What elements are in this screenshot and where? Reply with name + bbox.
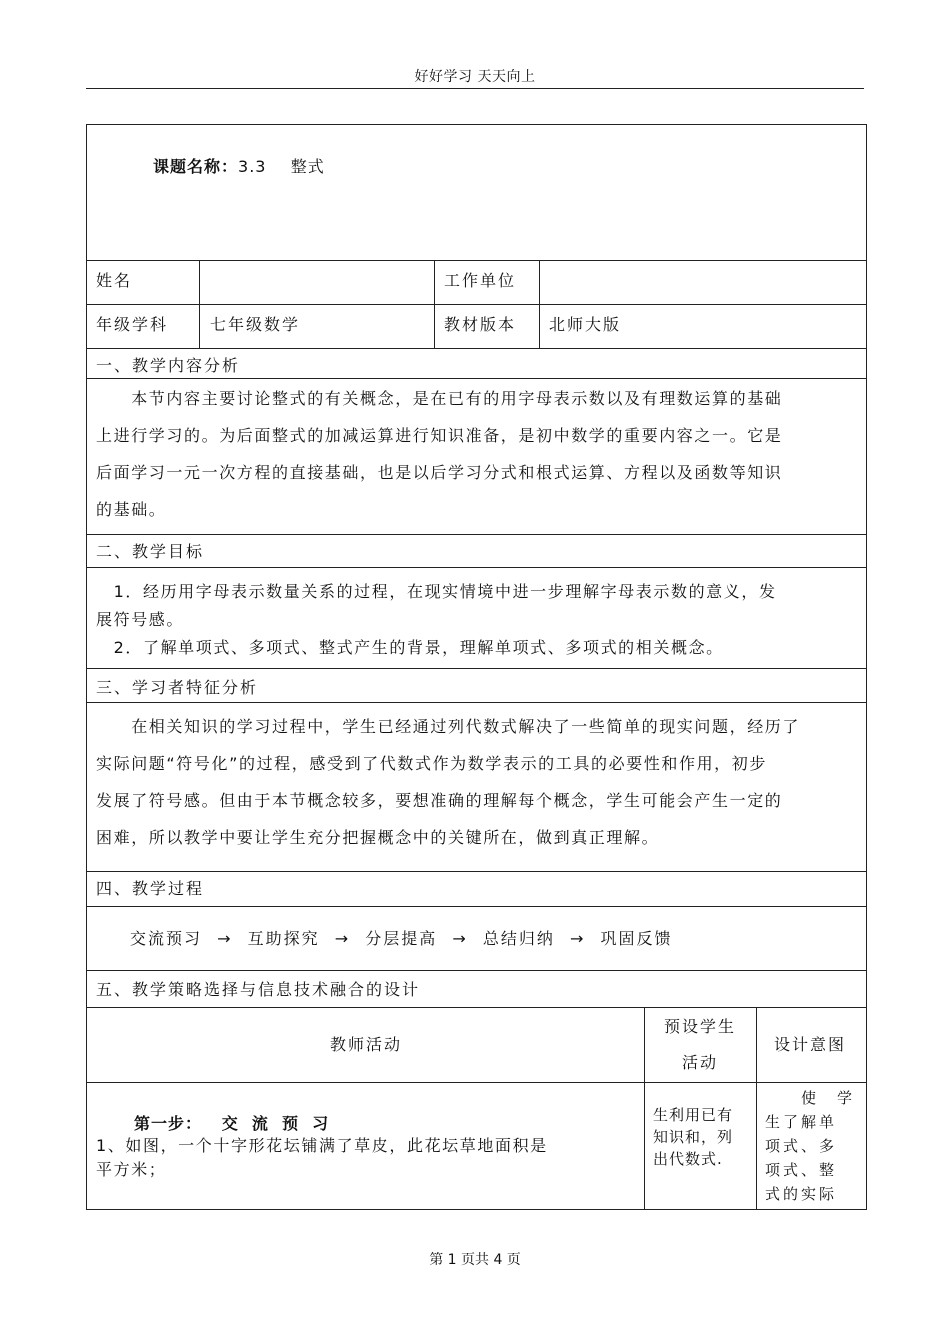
step-body <box>96 1134 641 1182</box>
design-intent-text <box>765 1086 865 1206</box>
step-title: 第一步： 交 流 预 习 <box>134 1114 330 1133</box>
row-divider <box>86 871 867 872</box>
paragraph-line: 展符号感。 <box>96 610 185 629</box>
row-divider <box>86 378 867 379</box>
row-divider <box>86 348 867 349</box>
paragraph-line: 的基础。 <box>96 500 167 519</box>
section-body-content-analysis <box>96 380 862 528</box>
header-divider <box>86 88 864 89</box>
section-heading-strategy-design: 五、教学策略选择与信息技术融合的设计 <box>96 980 421 999</box>
col-divider <box>434 260 435 348</box>
grade-label: 年级学科 <box>96 315 169 334</box>
flow-step: 总结归纳 <box>482 929 555 948</box>
section-heading-teaching-goals: 二、教学目标 <box>96 542 205 561</box>
section-heading-content-analysis: 一、教学内容分析 <box>96 356 241 375</box>
paragraph-line: 平方米； <box>96 1160 167 1179</box>
col-divider <box>199 260 200 348</box>
flow-step: 巩固反馈 <box>600 929 673 948</box>
row-divider <box>86 702 867 703</box>
paragraph-line: 实际问题“符号化”的过程，感受到了代数式作为数学表示的工具的必要性和作用，初步 <box>96 754 767 773</box>
row-divider <box>86 567 867 568</box>
section-heading-learner-analysis: 三、学习者特征分析 <box>96 678 259 697</box>
row-divider <box>86 534 867 535</box>
lesson-title-label: 课题名称： <box>153 157 239 176</box>
flow-step: 分层提高 <box>365 929 438 948</box>
paragraph-line: 发展了符号感。但由于本节概念较多，要想准确的理解每个概念，学生可能会产生一定的 <box>96 791 783 810</box>
section-body-learner-analysis <box>96 708 862 856</box>
row-divider <box>86 970 867 971</box>
column-header-student-activity-line1: 预设学生 <box>664 1017 737 1036</box>
arrow-right-icon: → <box>217 929 233 948</box>
paragraph-line: 生了解单 <box>765 1113 838 1131</box>
paragraph-line: 生利用已有 <box>653 1106 734 1124</box>
arrow-right-icon: → <box>452 929 468 948</box>
row-divider <box>86 260 867 261</box>
name-label: 姓名 <box>96 271 133 290</box>
column-header-student-activity-line2: 活动 <box>682 1053 719 1072</box>
student-activity-text <box>653 1104 753 1170</box>
lesson-title <box>153 154 325 177</box>
paragraph-line: 后面学习一元一次方程的直接基础，也是以后学习分式和根式运算、方程以及函数等知识 <box>96 463 783 482</box>
paragraph-line: 知识和，列 <box>653 1128 734 1146</box>
row-divider <box>86 1007 867 1008</box>
process-flow <box>130 926 672 949</box>
paragraph-line: 本节内容主要讨论整式的有关概念，是在已有的用字母表示数以及有理数运算的基础 <box>96 389 783 408</box>
column-header-design-intent: 设计意图 <box>774 1035 847 1054</box>
row-divider <box>86 668 867 669</box>
unit-label: 工作单位 <box>444 271 517 290</box>
col-divider <box>539 260 540 348</box>
paragraph-line: 项式、整 <box>765 1161 838 1179</box>
arrow-right-icon: → <box>334 929 351 948</box>
paragraph-line: 1．经历用字母表示数量关系的过程，在现实情境中进一步理解字母表示数的意义，发 <box>96 582 777 601</box>
paragraph-line: 出代数式. <box>653 1150 723 1168</box>
paragraph-line: 2．了解单项式、多项式、整式产生的背景，理解单项式、多项式的相关概念。 <box>96 638 724 657</box>
paragraph-line: 1、如图，一个十字形花坛铺满了草皮，此花坛草地面积是 <box>96 1136 548 1155</box>
arrow-right-icon: → <box>569 929 586 948</box>
section-heading-teaching-process: 四、教学过程 <box>96 879 205 898</box>
paragraph-line: 使 学 <box>765 1089 856 1107</box>
paragraph-line: 在相关知识的学习过程中，学生已经通过列代数式解决了一些简单的现实问题，经历了 <box>96 717 801 736</box>
page-header: 好好学习 天天向上 <box>414 69 536 85</box>
flow-step: 交流预习 <box>130 929 203 948</box>
col-divider <box>644 1007 645 1210</box>
section-body-teaching-goals <box>96 578 862 662</box>
row-divider <box>86 304 867 305</box>
edition-label: 教材版本 <box>444 315 517 334</box>
paragraph-line: 困难，所以教学中要让学生充分把握概念中的关键所在，做到真正理解。 <box>96 828 660 847</box>
lesson-title-value: 3.3 整式 <box>238 157 325 176</box>
paragraph-line: 式的实际 <box>765 1185 838 1203</box>
paragraph-line: 项式、多 <box>765 1137 838 1155</box>
column-header-teacher-activity: 教师活动 <box>330 1035 403 1054</box>
col-divider <box>756 1007 757 1210</box>
paragraph-line: 上进行学习的。为后面整式的加减运算进行知识准备，是初中数学的重要内容之一。它是 <box>96 426 783 445</box>
edition-value: 北师大版 <box>549 315 622 334</box>
grade-value: 七年级数学 <box>210 315 301 334</box>
flow-step: 互助探究 <box>247 929 320 948</box>
row-divider <box>86 1082 867 1083</box>
page-footer: 第 1 页共 4 页 <box>429 1252 521 1268</box>
row-divider <box>86 906 867 907</box>
